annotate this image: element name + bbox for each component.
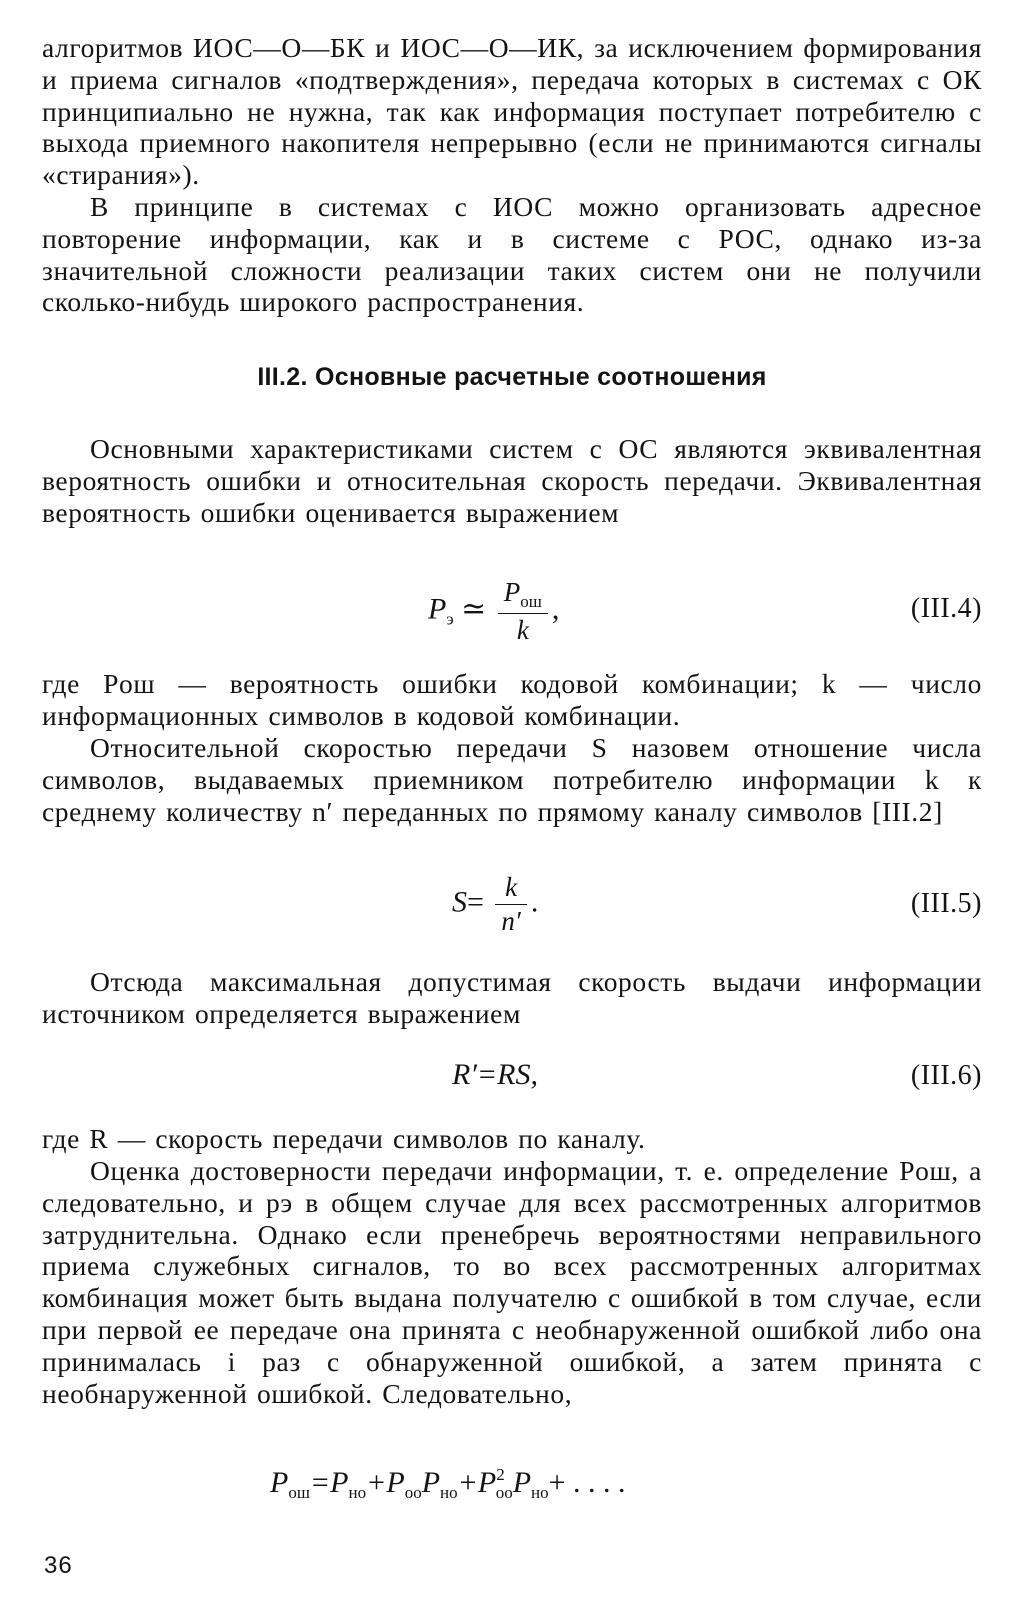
eq4-denominator: k bbox=[498, 613, 548, 646]
eq5-denominator: n′ bbox=[495, 904, 526, 937]
eq7-sub-a: ош bbox=[288, 1483, 310, 1502]
eq4-relation: ≃ bbox=[461, 592, 487, 626]
paragraph-where-r: где R — скорость передачи символов по каналу. bbox=[42, 1123, 646, 1154]
page-number: 36 bbox=[44, 1552, 73, 1579]
eq4-fraction bbox=[498, 577, 548, 646]
eq4-num-subscript: ош bbox=[520, 592, 542, 611]
eq7-sub-b: но bbox=[348, 1483, 367, 1502]
eq7-term-a: P bbox=[270, 1466, 289, 1499]
equation-number-iii-5: (III.5) bbox=[910, 888, 982, 919]
equation-p-error-series bbox=[270, 1465, 626, 1503]
equation-iii-4 bbox=[428, 577, 559, 646]
eq5-numerator: k bbox=[505, 872, 518, 902]
equation-number-iii-4: (III.4) bbox=[910, 593, 982, 624]
eq7-sub-f: но bbox=[531, 1483, 549, 1502]
section-heading: III.2. Основные расчетные соотношения bbox=[257, 363, 767, 391]
paragraph-where-p-error: где Pош — вероятность ошибки кодовой комбинации; k — число информационных символов в кодовой комбинации. bbox=[42, 668, 982, 731]
eq7-sub-e: оо bbox=[495, 1483, 513, 1502]
paragraph-reliability: Оценка достоверности передачи информации, т. е. определение Pош, а следовательно, и pэ в общем случае для всех рассмотренных алгоритмов затруднительна. Однако если пренебречь вероятностями неправильного приема служебных сигналов, то во всех рассмотренных алгоритмах комбинация может быть выдана получателю с ошибкой в том случае, если при первой ее передаче она принята с необнаруженной ошибкой либо она принималась i раз с обнаруженной ошибкой, а затем принята с необнаруженной ошибкой. Следовательно, bbox=[42, 1155, 982, 1409]
eq7-term-d: P bbox=[421, 1466, 441, 1499]
eq5-fraction bbox=[495, 872, 526, 937]
eq4-numerator bbox=[498, 577, 548, 613]
paragraph-ios-repeat: В принципе в системах с ИОС можно организовать адресное повторение информации, как и в системе с РОС, однако из-за значительной сложности реализации таких систем они не получили сколько-нибудь широкого распространения. bbox=[42, 191, 982, 318]
equation-number-iii-6: (III.6) bbox=[910, 1060, 982, 1091]
eq7-term-c: +P bbox=[366, 1466, 405, 1499]
paragraph-continuation: алгоритмов ИОС—О—БК и ИОС—О—ИК, за исключением формирования и приема сигналов «подтверждения», передача которых в системах с ОК принципиально не нужна, так как информация поступает потребителю с выхода приемного накопителя непрерывно (если не принимаются сигналы «стирания»). bbox=[42, 32, 982, 191]
eq7-sup-e: 2 bbox=[496, 1465, 505, 1484]
eq5-period: . bbox=[530, 885, 539, 919]
equation-iii-5 bbox=[452, 872, 538, 937]
eq5-lhs: S bbox=[452, 885, 467, 919]
paragraph-relative-speed: Относительной скоростью передачи S назовем отношение числа символов, выдаваемых приемником потребителю информации k к среднему количеству n′ переданных по прямому каналу символов [III.2] bbox=[42, 732, 982, 827]
eq4-lhs-subscript: э bbox=[446, 609, 454, 629]
paragraph-characteristics: Основными характеристиками систем с ОС являются эквивалентная вероятность ошибки и относительная скорость передачи. Эквивалентная вероятность ошибки оценивается выражением bbox=[42, 433, 982, 528]
eq7-term-e: +P bbox=[457, 1466, 497, 1499]
eq5-relation: = bbox=[467, 885, 484, 919]
eq4-lhs: P bbox=[428, 592, 447, 626]
eq7-sub-d: но bbox=[440, 1483, 458, 1502]
paragraph-max-speed: Отсюда максимальная допустимая скорость выдачи информации источником определяется выражением bbox=[42, 966, 982, 1029]
eq4-num-symbol: P bbox=[503, 577, 521, 607]
eq4-comma: , bbox=[551, 592, 560, 626]
eq7-term-g: + . . . . bbox=[548, 1466, 626, 1499]
eq7-term-b: =P bbox=[309, 1466, 349, 1499]
eq7-term-f: P bbox=[512, 1466, 532, 1499]
eq7-sub-c: оо bbox=[404, 1483, 422, 1502]
equation-iii-6: R′=RS, bbox=[452, 1058, 538, 1091]
